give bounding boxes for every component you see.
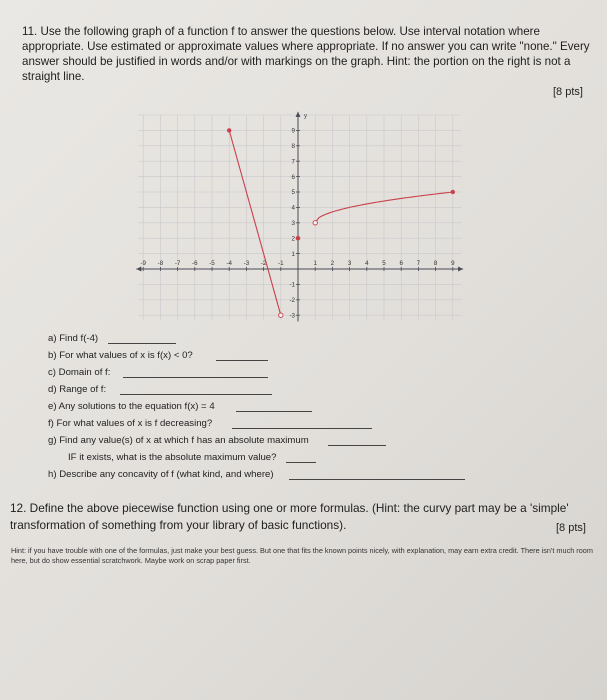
question-12-hint: Hint: if you have trouble with one of the formulas, just make your best guess. But one that fits the known points nicely, with explanation, may earn extra credit. There isn't much room here, but do show essential scratchwork. Maybe work on scrap paper first.: [11, 546, 593, 565]
y-tick-label: 6: [291, 173, 295, 181]
x-tick-label: -4: [226, 260, 232, 267]
answer-d-blank[interactable]: [120, 394, 272, 395]
x-tick-label: -2: [260, 260, 267, 267]
y-tick-label: -2: [289, 297, 295, 304]
y-axis-arrow: [296, 112, 301, 117]
answer-a-blank[interactable]: [108, 343, 176, 344]
y-tick-label: 9: [291, 127, 295, 135]
answer-g2-blank[interactable]: [286, 462, 316, 463]
x-tick-label: 6: [399, 260, 403, 267]
question-a: a) Find f(-4): [48, 333, 99, 344]
answer-g-blank[interactable]: [328, 445, 386, 446]
x-tick-label: -8: [157, 260, 164, 267]
x-tick-label: -9: [140, 260, 146, 267]
x-tick-label: -6: [192, 260, 198, 267]
x-axis-arrow-left: [136, 267, 141, 272]
answer-c-blank[interactable]: [123, 377, 268, 378]
x-tick-label: 4: [365, 260, 369, 267]
x-tick-label: 2: [330, 260, 335, 267]
answer-h-blank[interactable]: [289, 479, 465, 480]
open-endpoint: [279, 313, 283, 317]
answer-f-blank[interactable]: [232, 428, 372, 429]
x-tick-label: -1: [278, 260, 284, 267]
y-tick-label: 5: [291, 189, 295, 197]
x-tick-label: -7: [174, 260, 181, 267]
question-11-text: [22, 24, 590, 84]
open-endpoint: [313, 221, 317, 225]
question-11-prompt: 11. Use the following graph of a function f to answer the questions below. Use interval notation where appropriate. Use estimated or approximate values where appropriate. If no answer you can write "none." Every answer should be justified in words and/or with markings on the graph. Hint: the portion on the right is not a straight line.: [22, 25, 590, 83]
y-tick-label: 1: [291, 250, 295, 258]
question-g-followup: IF it exists, what is the absolute maximum value?: [68, 452, 277, 463]
x-tick-label: 1: [313, 260, 317, 267]
closed-endpoint: [227, 128, 231, 132]
x-axis-arrow: [458, 267, 463, 272]
y-tick-label: -3: [289, 312, 295, 320]
x-tick-label: -5: [209, 260, 215, 267]
y-tick-label: 2: [291, 235, 295, 243]
x-tick-label: 5: [382, 260, 386, 267]
isolated-point: [296, 236, 301, 241]
question-h: h) Describe any concavity of f (what kind, and where): [48, 469, 274, 480]
question-g: g) Find any value(s) of x at which f has an absolute maximum: [48, 435, 309, 446]
question-e: e) Any solutions to the equation f(x) = 4: [48, 401, 215, 412]
closed-endpoint: [451, 190, 455, 194]
y-tick-label: 4: [291, 204, 295, 212]
question-f: f) For what values of x is f decreasing?: [48, 418, 213, 429]
y-tick-label: 7: [291, 158, 295, 166]
x-tick-label: 8: [433, 260, 438, 267]
question-d: d) Range of f:: [48, 384, 107, 395]
y-tick-label: 8: [291, 143, 295, 150]
question-c: c) Domain of f:: [48, 367, 111, 378]
question-12-points: [8 pts]: [556, 522, 586, 534]
question-12-prompt: 12. Define the above piecewise function using one or more formulas. (Hint: the curvy part may be a 'simple' transformation of something from your library of basic functions).: [10, 501, 569, 532]
x-tick-label: 7: [416, 260, 421, 267]
graph-axes: [136, 112, 463, 321]
question-11-points: [8 pts]: [553, 86, 583, 98]
function-graph: [140, 107, 475, 329]
x-tick-label: 9: [451, 260, 455, 267]
y-tick-label: 3: [291, 220, 295, 227]
y-axis-label: y: [304, 113, 307, 120]
question-12-text: [10, 500, 595, 534]
x-tick-label: 3: [347, 260, 352, 267]
x-tick-label: -3: [243, 260, 250, 267]
question-b: b) For what values of x is f(x) < 0?: [48, 350, 193, 361]
y-tick-label: -1: [289, 281, 295, 289]
answer-e-blank[interactable]: [236, 411, 312, 412]
answer-b-blank[interactable]: [216, 360, 268, 361]
